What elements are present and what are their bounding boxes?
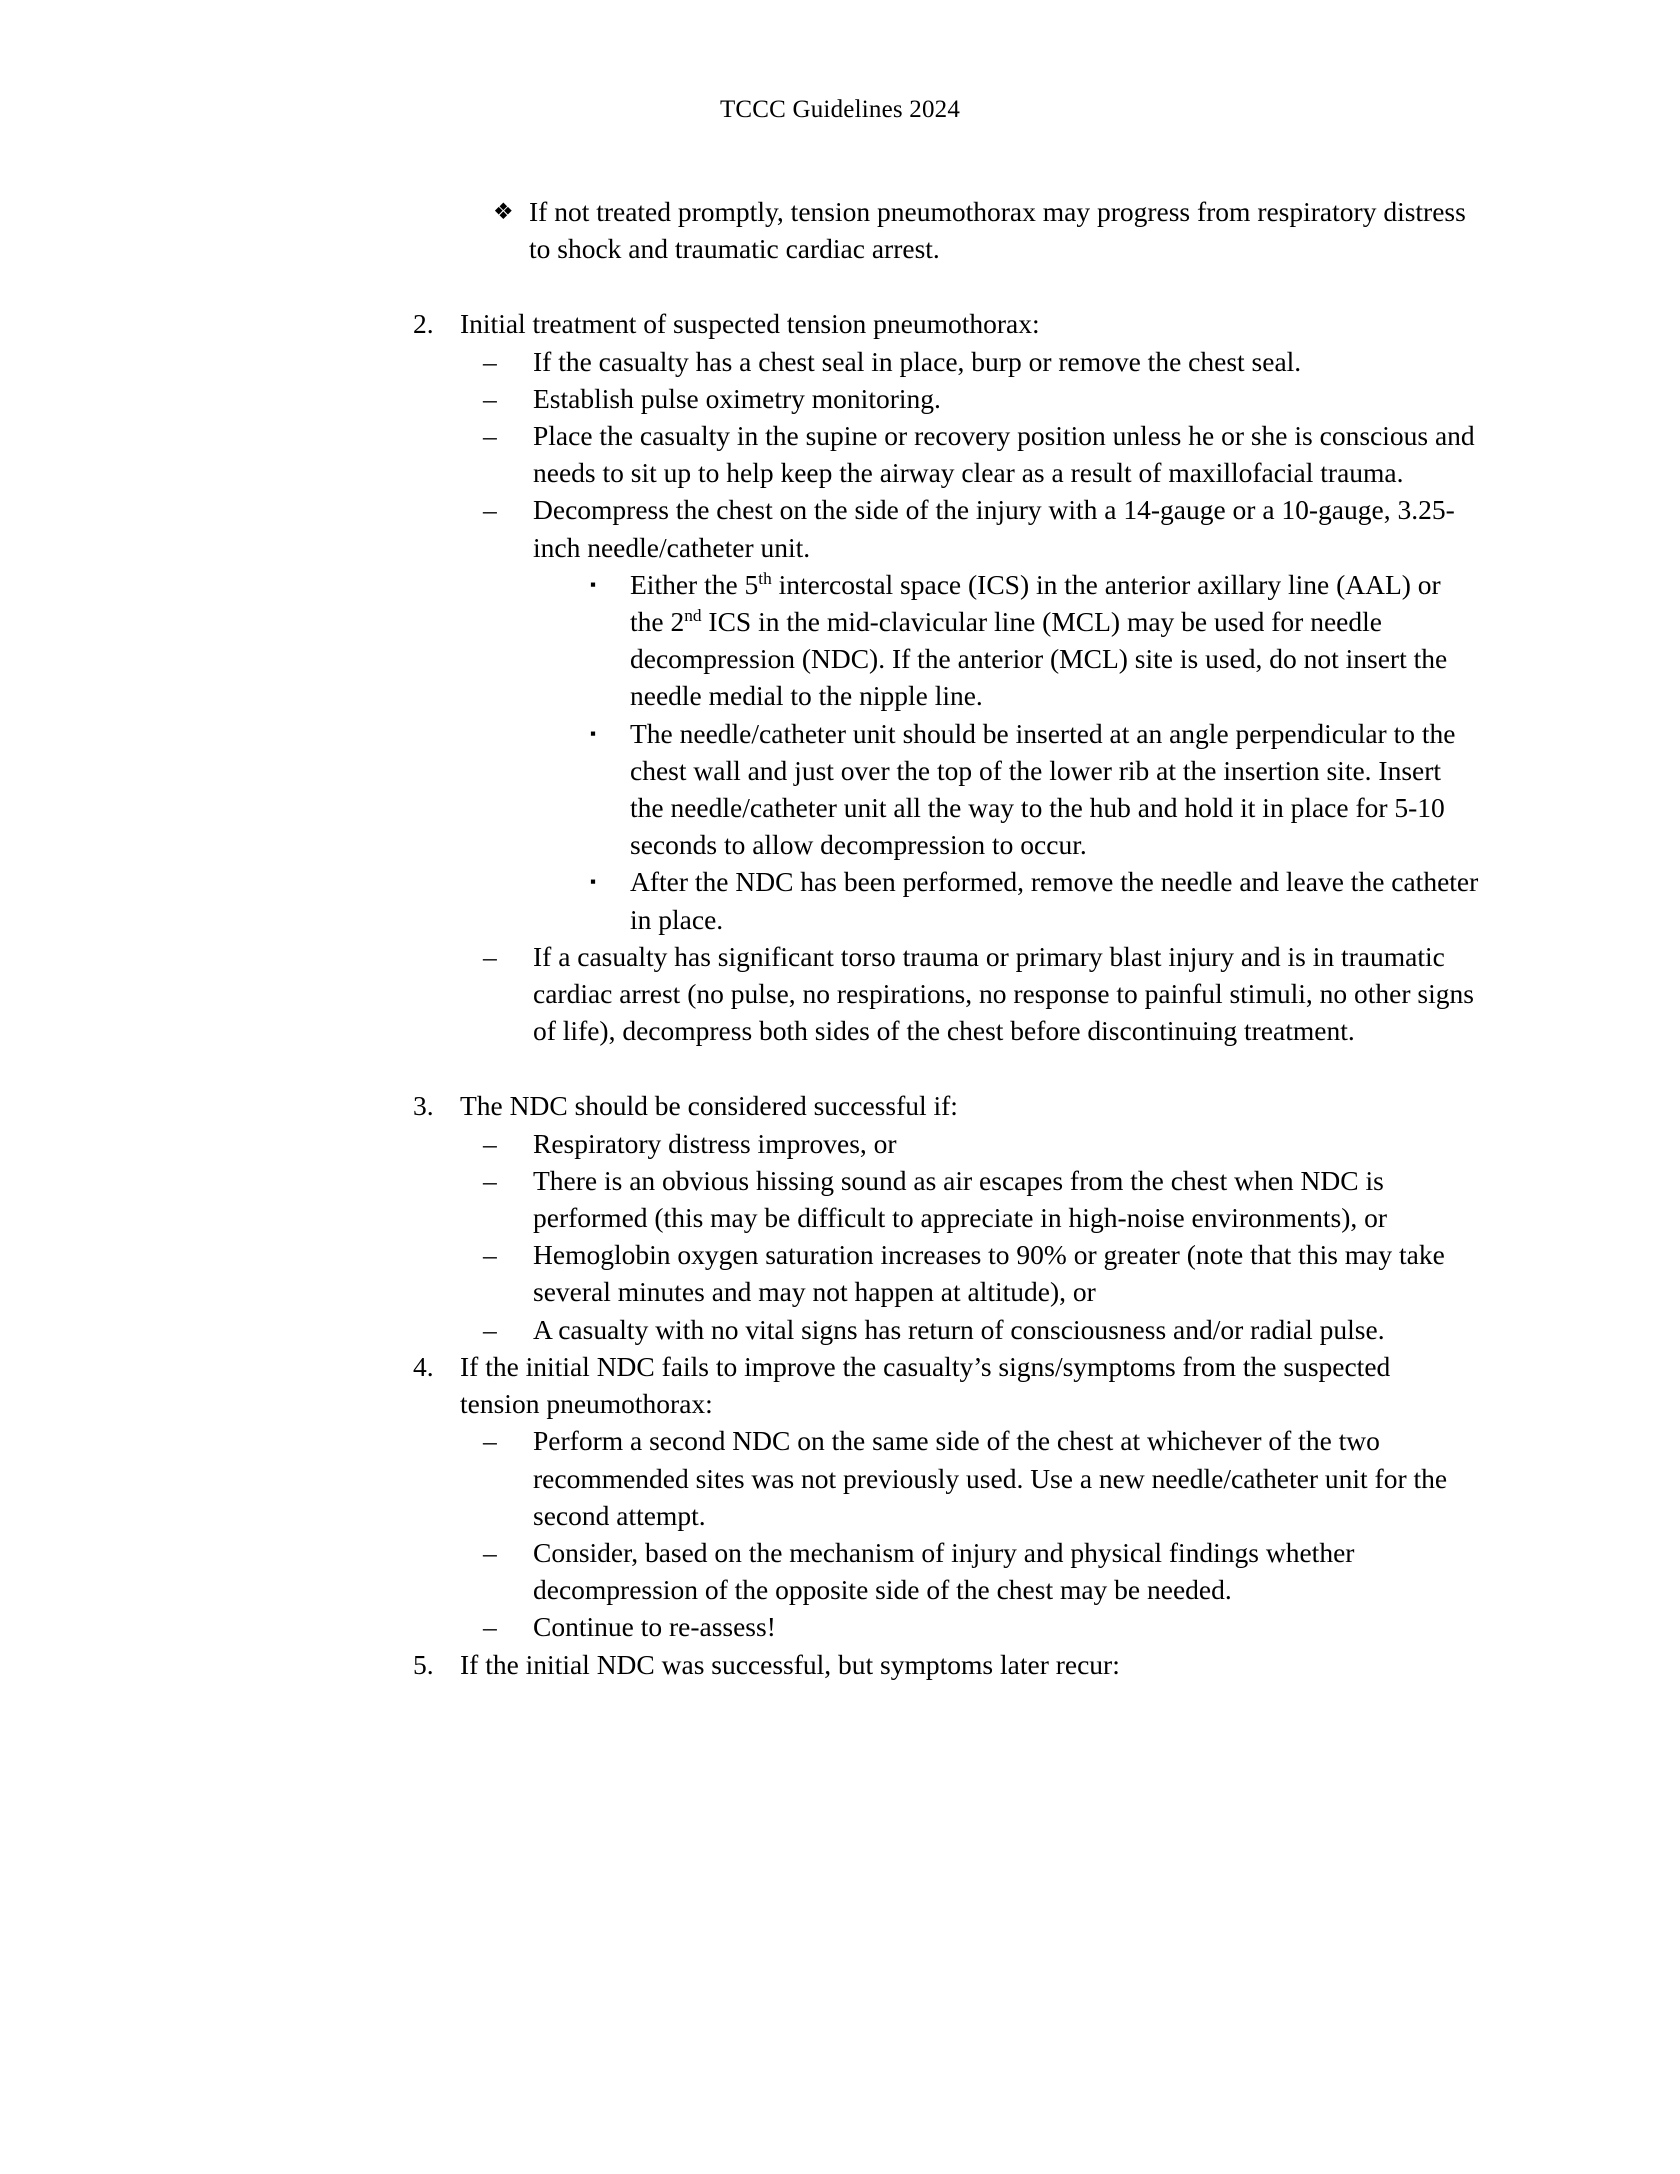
list-item	[0, 417, 1680, 491]
square-bullet-icon: ▪	[590, 723, 597, 743]
square-bullet-icon: ▪	[590, 872, 597, 892]
list-item-text: The needle/catheter unit should be inserted at an angle perpendicular to the chest wall and just over the top of the lower rib at the insertion site. Insert the needle/catheter unit all the way to the hub and hold it in place for 5-10 seconds to allow decompression to occur.	[630, 717, 1456, 861]
list-item	[0, 343, 1680, 380]
list-item-text: If not treated promptly, tension pneumothorax may progress from respiratory distress to shock and traumatic cardiac arrest.	[529, 196, 1466, 265]
list-item	[0, 491, 1680, 565]
list-item-text: The NDC should be considered successful if:	[460, 1090, 958, 1122]
dash-bullet-icon: –	[483, 1164, 497, 1196]
list-item-text: Perform a second NDC on the same side of the chest at whichever of the two recommended sites was not previously used. Use a new needle/catheter unit for the second attempt.	[533, 1425, 1448, 1531]
list-item	[0, 863, 1680, 937]
list-number: 5.	[413, 1648, 434, 1680]
list-item-text: If the casualty has a chest seal in place, burp or remove the chest seal.	[533, 345, 1302, 377]
dash-bullet-icon: –	[483, 345, 497, 377]
list-item	[0, 1125, 1680, 1162]
text-run: intercostal space (ICS) in the anterior axillary line (AAL) or the 2	[630, 568, 1441, 638]
list-item	[0, 193, 1680, 267]
dash-bullet-icon: –	[483, 1313, 497, 1345]
list-item	[0, 1534, 1680, 1608]
dash-bullet-icon: –	[483, 1611, 497, 1643]
list-item	[0, 380, 1680, 417]
list-item	[0, 1608, 1680, 1645]
page-header	[0, 95, 1680, 125]
list-item	[0, 566, 1680, 715]
numbered-list-item-3	[0, 1087, 1680, 1124]
list-item-text: After the NDC has been performed, remove the needle and leave the catheter in place.	[630, 866, 1479, 935]
dash-bullet-icon: –	[483, 940, 497, 972]
list-item-text: Respiratory distress improves, or	[533, 1127, 897, 1159]
dash-bullet-icon: –	[483, 494, 497, 526]
numbered-list-item-2	[0, 305, 1680, 342]
list-number: 2.	[413, 308, 434, 340]
diamond-bullet-icon: ❖	[493, 199, 514, 224]
list-item-text: Initial treatment of suspected tension pneumothorax:	[460, 308, 1040, 340]
spacer	[0, 267, 1680, 305]
list-item-text: Place the casualty in the supine or recovery position unless he or she is conscious and needs to sit up to help keep the airway clear as a result of maxillofacial trauma.	[533, 420, 1475, 489]
list-item-text: Hemoglobin oxygen saturation increases to 90% or greater (note that this may take several minutes and may not happen at altitude), or	[533, 1239, 1445, 1308]
dash-bullet-icon: –	[483, 1536, 497, 1568]
text-run: Either the 5	[630, 568, 759, 600]
numbered-list-item-5	[0, 1646, 1680, 1683]
list-item	[0, 715, 1680, 864]
list-item-text: Establish pulse oximetry monitoring.	[533, 382, 941, 414]
list-item	[0, 1422, 1680, 1534]
list-item-text: If the initial NDC was successful, but symptoms later recur:	[460, 1648, 1120, 1680]
list-item-text: Consider, based on the mechanism of injury and physical findings whether decompression of the opposite side of the chest may be needed.	[533, 1536, 1355, 1606]
text-run: ICS in the mid-clavicular line (MCL) may be used for needle decompression (NDC). If the anterior (MCL) site is used, do not insert the needle medial to the nipple line.	[630, 606, 1448, 712]
list-item-text: If a casualty has significant torso trauma or primary blast injury and is in traumatic cardiac arrest (no pulse, no respirations, no response to painful stimuli, no other signs of life), decompress both sides of the chest before discontinuing treatment.	[533, 940, 1474, 1047]
list-item-text	[630, 566, 1480, 715]
list-item	[0, 938, 1680, 1050]
list-item-text: There is an obvious hissing sound as air escapes from the chest when NDC is performed (this may be difficult to appreciate in high-noise environments), or	[533, 1164, 1388, 1234]
spacer	[0, 1049, 1680, 1087]
list-item	[0, 1236, 1680, 1310]
list-item-text: Continue to re-assess!	[533, 1611, 776, 1643]
ordinal-superscript: nd	[684, 605, 702, 625]
ordinal-superscript: th	[758, 568, 772, 588]
list-item-text: A casualty with no vital signs has return of consciousness and/or radial pulse.	[533, 1313, 1385, 1345]
dash-bullet-icon: –	[483, 382, 497, 414]
list-item	[0, 1162, 1680, 1236]
list-item-text: If the initial NDC fails to improve the casualty’s signs/symptoms from the suspected tension pneumothorax:	[460, 1350, 1391, 1420]
list-item	[0, 1311, 1680, 1348]
list-number: 4.	[413, 1350, 434, 1382]
list-number: 3.	[413, 1090, 434, 1122]
page-header-title: TCCC Guidelines 2024	[719, 96, 961, 123]
dash-bullet-icon: –	[483, 1425, 497, 1457]
numbered-list-item-4	[0, 1348, 1680, 1422]
dash-bullet-icon: –	[483, 1239, 497, 1271]
document-body	[0, 193, 1680, 1683]
dash-bullet-icon: –	[483, 420, 497, 452]
dash-bullet-icon: –	[483, 1127, 497, 1159]
square-bullet-icon: ▪	[590, 574, 597, 594]
list-item-text: Decompress the chest on the side of the injury with a 14-gauge or a 10-gauge, 3.25-inch needle/catheter unit.	[533, 494, 1455, 563]
